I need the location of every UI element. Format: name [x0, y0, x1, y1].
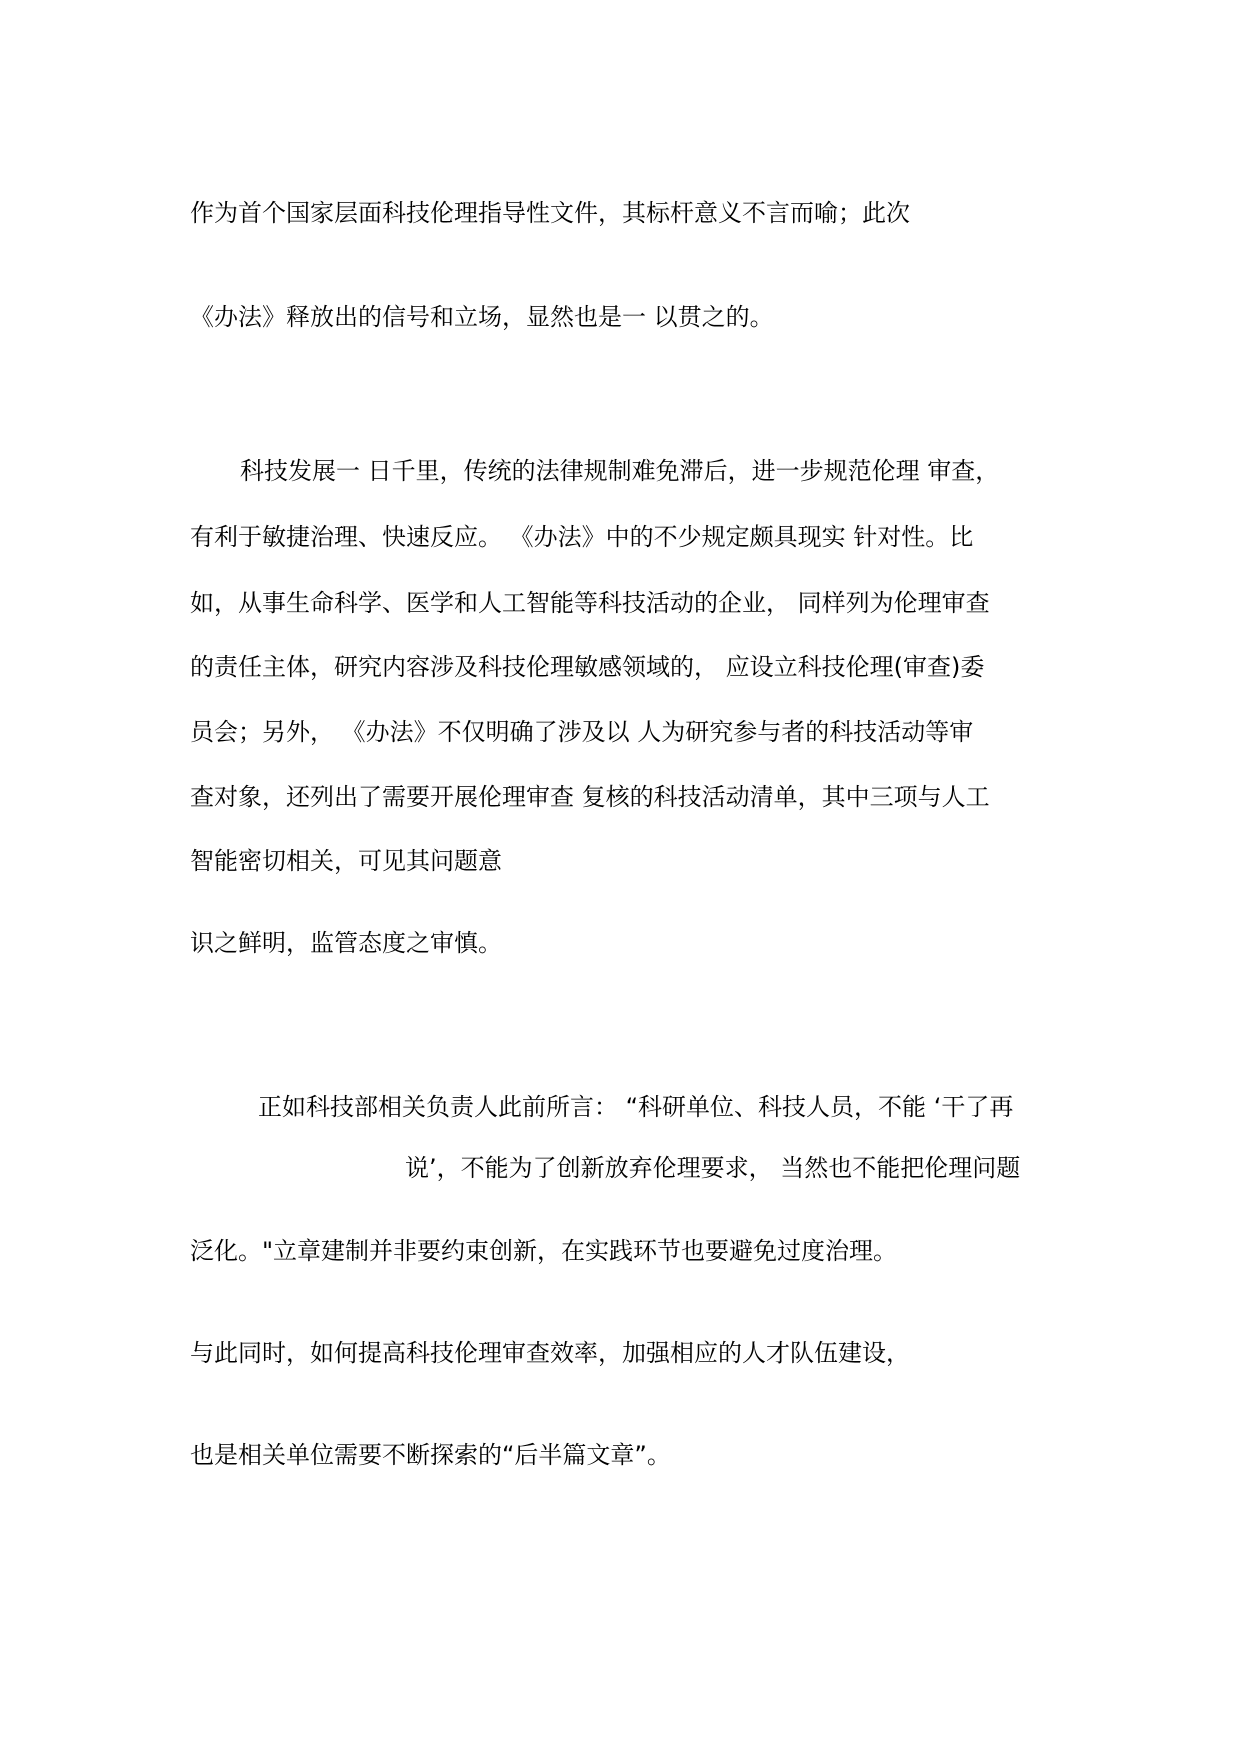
paragraph-2-line-2: 有利于敏捷治理、快速反应。 《办法》中的不少规定颇具现实 针对性。比 — [190, 523, 974, 551]
paragraph-3-line-1: 正如科技部相关负责人此前所言： “科研单位、科技人员，不能 ‘干了再 — [258, 1093, 1014, 1121]
paragraph-2-line-4: 的责任主体，研究内容涉及科技伦理敏感领域的， 应设立科技伦理(审查)委 — [190, 653, 985, 681]
paragraph-2-line-5: 员会；另外， 《办法》不仅明确了涉及以 人为研究参与者的科技活动等审 — [190, 718, 974, 746]
paragraph-1-line-2: 《办法》释放出的信号和立场，显然也是一 以贯之的。 — [190, 303, 774, 331]
paragraph-2-line-8: 识之鲜明，监管态度之审慎。 — [190, 929, 502, 957]
paragraph-3-line-4: 与此同时，如何提高科技伦理审查效率，加强相应的人才队伍建设， — [190, 1339, 910, 1367]
paragraph-3-line-3: 泛化。"立章建制并非要约束创新，在实践环节也要避免过度治理。 — [190, 1237, 898, 1265]
paragraph-3-line-5: 也是相关单位需要不断探索的“后半篇文章”。 — [190, 1441, 671, 1469]
paragraph-2-line-6: 查对象，还列出了需要开展伦理审查 复核的科技活动清单，其中三项与人工 — [190, 783, 990, 811]
paragraph-1-line-1: 作为首个国家层面科技伦理指导性文件，其标杆意义不言而喻；此次 — [190, 199, 910, 227]
paragraph-3-line-2: 说’，不能为了创新放弃伦理要求， 当然也不能把伦理问题 — [405, 1154, 1021, 1182]
paragraph-2-line-3: 如，从事生命科学、医学和人工智能等科技活动的企业， 同样列为伦理审查 — [190, 589, 990, 617]
paragraph-2-line-1: 科技发展一 日千里，传统的法律规制难免滞后，进一步规范伦理 审查， — [240, 457, 1000, 485]
paragraph-2-line-7: 智能密切相关，可见其问题意 — [190, 847, 502, 875]
